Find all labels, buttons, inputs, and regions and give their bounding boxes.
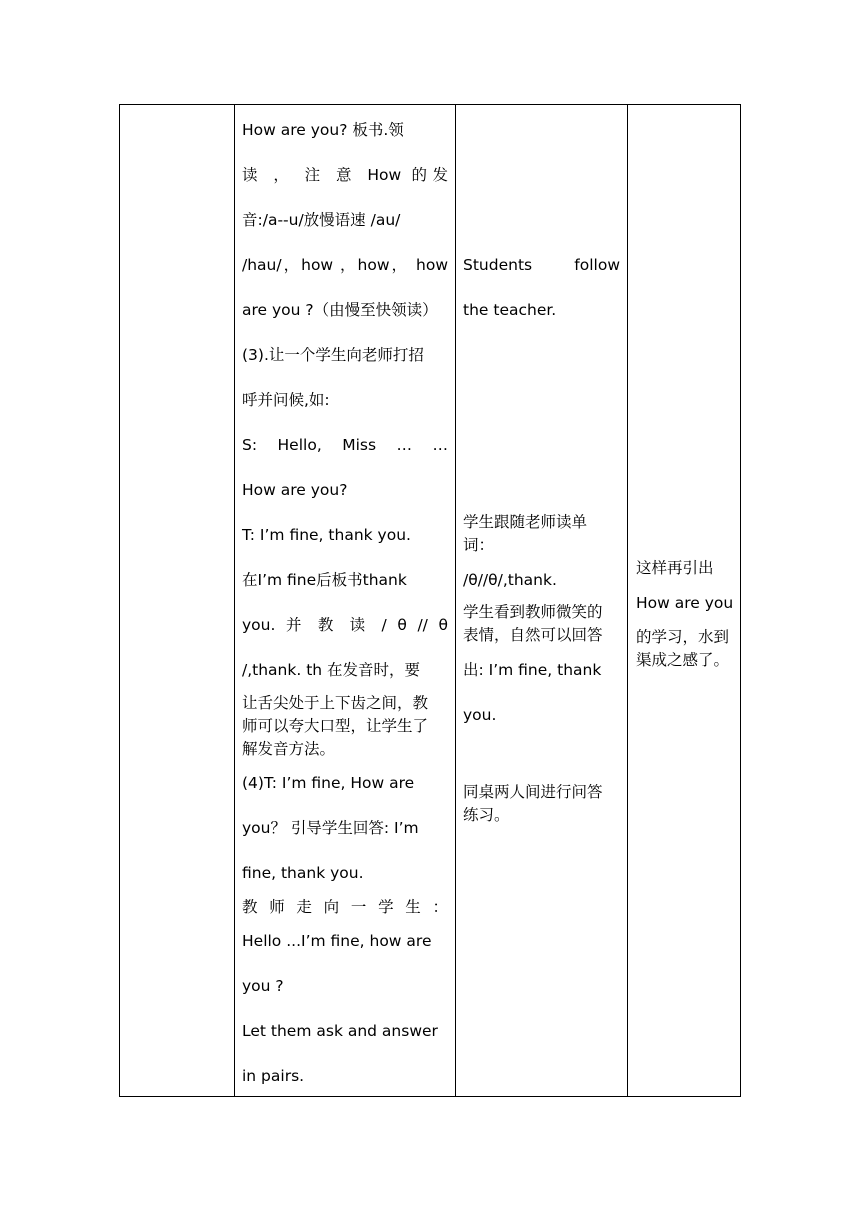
teacher-line: 读 ， 注 意 How 的发 — [242, 166, 448, 184]
student-line: you. — [463, 706, 497, 724]
teacher-line: 在I’m fine后板书thank — [242, 571, 407, 589]
teacher-line: Let them ask and answer — [242, 1022, 438, 1040]
student-line: 学生跟随老师读单 — [463, 513, 588, 531]
step-cell — [120, 105, 234, 1096]
student-activity-cell — [456, 105, 627, 1096]
student-line: 出: I’m fine, thank — [463, 661, 602, 679]
student-line: the teacher. — [463, 301, 557, 319]
student-line: 词： — [463, 536, 495, 554]
teacher-line: 师可以夸大口型，让学生了 — [242, 717, 429, 735]
purpose-cell — [628, 105, 740, 1096]
teacher-line: fine, thank you. — [242, 864, 364, 882]
teacher-line: /hau/，how ，how， how — [242, 256, 448, 274]
teacher-line: How are you? — [242, 481, 348, 499]
teacher-line: in pairs. — [242, 1067, 305, 1085]
teacher-line: you？ 引导学生回答: I’m — [242, 819, 419, 837]
teacher-line: Hello ...I’m fine, how are — [242, 932, 432, 950]
teacher-line: /,thank. th 在发音时，要 — [242, 661, 421, 679]
teacher-line: T: I’m fine, thank you. — [242, 526, 411, 544]
teacher-line: 教 师 走 向 一 学 生 ： — [242, 898, 448, 916]
purpose-line: 渠成之感了。 — [636, 651, 730, 669]
teacher-line: are you ?（由慢至快领读） — [242, 301, 438, 319]
teacher-line: 音:/a--u/放慢语速 /au/ — [242, 211, 401, 229]
teacher-line: 让舌尖处于上下齿之间，教 — [242, 694, 429, 712]
teacher-line: 呼并问候,如: — [242, 391, 330, 409]
teacher-line: you ? — [242, 977, 284, 995]
student-line: 练习。 — [463, 806, 510, 824]
student-line: /θ//θ/,thank. — [463, 571, 557, 589]
purpose-line: 的学习，水到 — [636, 628, 730, 646]
teacher-line: (3).让一个学生向老师打招 — [242, 346, 424, 364]
teacher-line: you. 并 教 读 / θ // θ — [242, 616, 448, 634]
purpose-line: 这样再引出 — [636, 559, 714, 577]
purpose-line: How are you — [636, 594, 734, 612]
teacher-line: 解发音方法。 — [242, 740, 336, 758]
student-line: Students follow — [463, 256, 620, 274]
teacher-line: (4)T: I’m fine, How are — [242, 774, 415, 792]
lesson-plan-table — [119, 104, 741, 1097]
teacher-line: S: Hello, Miss … … — [242, 436, 448, 454]
student-line: 学生看到教师微笑的 — [463, 603, 603, 621]
student-line: 表情，自然可以回答 — [463, 626, 603, 644]
teacher-line: How are you? 板书.领 — [242, 121, 404, 139]
teacher-activity-cell — [235, 105, 455, 1096]
student-line: 同桌两人间进行问答 — [463, 783, 603, 801]
